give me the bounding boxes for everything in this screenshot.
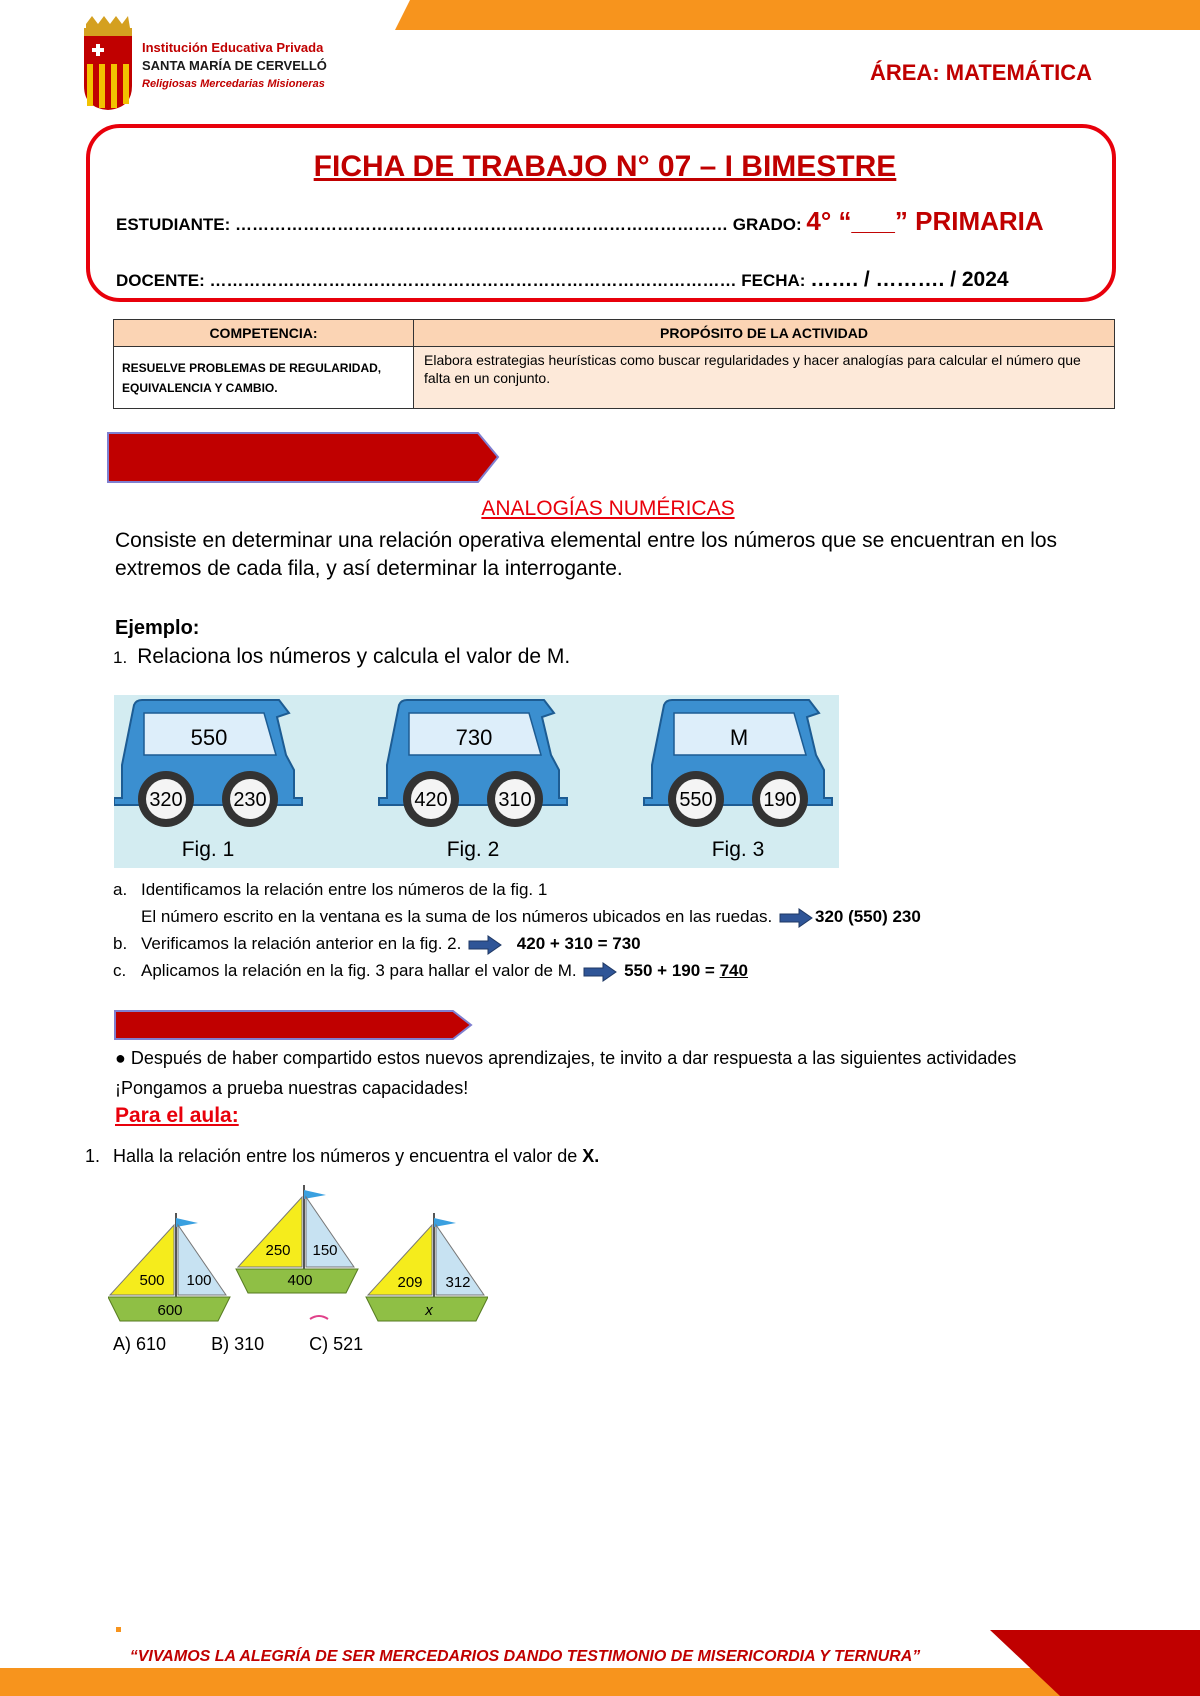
arrow-right-icon (779, 908, 813, 928)
fig-caption: Fig. 2 (446, 838, 500, 861)
example-question (113, 645, 570, 669)
step-c (113, 961, 748, 982)
fig-caption: Fig. 1 (181, 838, 235, 861)
definition-text: Consiste en determinar una relación operativa elemental entre los números que se encuentran en los extremos de cada fila, y así determinar la interrogante. (115, 529, 1058, 580)
step-a (113, 880, 547, 900)
date-value: ……. / ………. / 2024 (810, 268, 1009, 291)
step-result: 550 + 190 = (624, 961, 715, 980)
window-number: 730 (455, 725, 493, 750)
question-number: 1. (113, 648, 128, 667)
boat-1 (108, 1213, 230, 1321)
wheel-left-number: 420 (414, 789, 448, 811)
footer-motto: “VIVAMOS LA ALEGRÍA DE SER MERCEDARIOS DANDO TESTIMONIO DE MISERICORDIA Y TERNURA” (129, 1648, 921, 1665)
cars-figure (114, 695, 839, 868)
retadoras-banner: ACTIVIDADES RETADORAS (140, 1012, 415, 1035)
question-number: 1. (85, 1146, 101, 1166)
student-grade-line (116, 206, 1044, 237)
wheel-left-number: 320 (149, 789, 183, 811)
hull-number: 600 (157, 1302, 183, 1319)
correction-mark-icon (308, 1313, 330, 1321)
date-label: FECHA: (741, 271, 806, 290)
analogias-subtitle: ANALOGÍAS NUMÉRICAS (481, 497, 735, 520)
option-c[interactable]: C) 521 (309, 1334, 364, 1354)
student-field: ESTUDIANTE: …………………………………………………………………………… (116, 215, 728, 234)
wheel-right-number: 230 (233, 789, 267, 811)
step-a-detail (141, 907, 921, 928)
step-result: 420 + 310 = 730 (516, 934, 641, 953)
question-variable: X. (582, 1146, 600, 1166)
wheel-left-number: 550 (679, 789, 713, 811)
page-number: 1 (1114, 1651, 1124, 1670)
competency-header: COMPETENCIA: (114, 320, 414, 347)
arrow-right-icon (468, 935, 502, 955)
competency-table (113, 319, 1115, 409)
teacher-date-line (116, 268, 1009, 292)
intro-text: ● Después de haber compartido estos nuevos aprendizajes, te invito a dar respuesta a las siguientes actividades ¡Pongamos a prueba nuestras capacidades! (115, 1048, 1017, 1098)
subject-area: ÁREA: MATEMÁTICA (869, 60, 1092, 85)
sail-right-number: 150 (312, 1242, 338, 1259)
step-answer: 740 (719, 961, 748, 980)
sailboats-figure (108, 1185, 488, 1325)
crest-icon (82, 16, 134, 111)
step-letter: b. (113, 934, 128, 953)
arrow-right-icon (583, 962, 617, 982)
para-el-aula-heading: Para el aula: (115, 1104, 239, 1127)
example-label: Ejemplo: (115, 617, 200, 639)
grade-value: 4° “___” PRIMARIA (806, 206, 1044, 236)
sail-left-number: 209 (397, 1274, 423, 1291)
step-text: Identificamos la relación entre los números de la fig. 1 (141, 880, 548, 899)
sail-left-number: 500 (139, 1272, 165, 1289)
grade-label: GRADO: (732, 215, 802, 234)
worksheet-title: FICHA DE TRABAJO N° 07 – I BIMESTRE (313, 150, 897, 183)
question-text: Relaciona los números y calcula el valor de M. (137, 645, 571, 668)
step-result: 320 (550) 230 (814, 907, 921, 926)
institution-type: Institución Educativa Privada (142, 40, 324, 55)
step-text: Aplicamos la relación en la fig. 3 para hallar el valor de M. (141, 961, 577, 980)
school-logo (82, 16, 362, 111)
sail-right-number: 100 (186, 1272, 212, 1289)
step-text: Verificamos la relación anterior en la fig. 2. (141, 934, 462, 953)
boats-question (85, 1146, 599, 1167)
institution-order: Religiosas Mercedarias Misioneras (142, 78, 325, 90)
purpose-cell: Elabora estrategias heurísticas como buscar regularidades y hacer analogías para calcular el número que falta en un conjunto. (414, 347, 1115, 409)
construye-banner: CONSTRUYE TUS APRENDIZAJES (116, 444, 447, 466)
hull-variable: x (425, 1302, 433, 1319)
teacher-field: DOCENTE: ………………………………………………………………………………… (116, 271, 737, 290)
window-number: 550 (190, 725, 228, 750)
orange-dot (116, 1627, 121, 1632)
competency-cell: RESUELVE PROBLEMAS DE REGULARIDAD, EQUIVALENCIA Y CAMBIO. (114, 347, 414, 409)
answer-options (113, 1334, 403, 1355)
boat-3 (366, 1213, 488, 1321)
purpose-header: PROPÓSITO DE LA ACTIVIDAD (414, 320, 1115, 347)
step-b (113, 934, 641, 955)
hull-number: 400 (287, 1272, 313, 1289)
option-a[interactable]: A) 610 (113, 1334, 167, 1354)
option-b[interactable]: B) 310 (211, 1334, 265, 1354)
question-text: Halla la relación entre los números y encuentra el valor de (113, 1146, 578, 1166)
sail-right-number: 312 (445, 1274, 471, 1291)
sail-left-number: 250 (265, 1242, 291, 1259)
wheel-right-number: 190 (763, 789, 797, 811)
step-letter: c. (113, 961, 127, 980)
fig-caption: Fig. 3 (711, 838, 765, 861)
institution-name: SANTA MARÍA DE CERVELLÓ (142, 58, 327, 73)
step-letter: a. (113, 880, 128, 899)
step-detail-text: El número escrito en la ventana es la suma de los números ubicados en las ruedas. (141, 907, 773, 926)
boat-2 (236, 1185, 358, 1293)
wheel-right-number: 310 (498, 789, 532, 811)
window-number: M (729, 725, 749, 750)
worksheet-header-box (86, 124, 1116, 302)
